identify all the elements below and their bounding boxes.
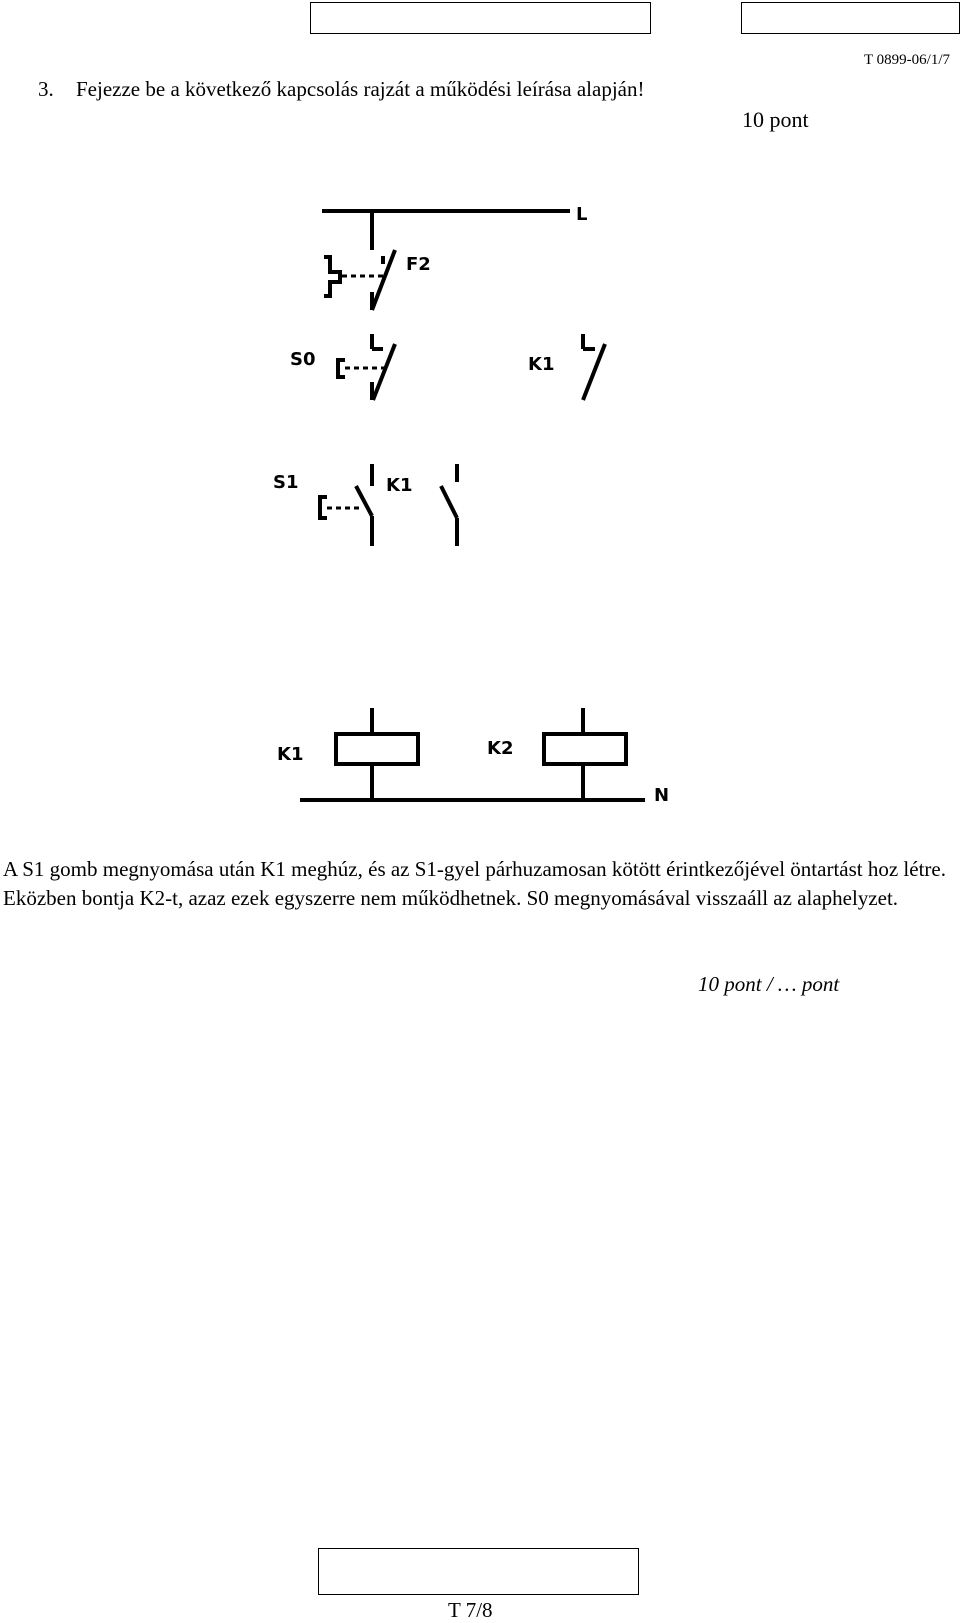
label-k1-nc: K1 bbox=[528, 354, 555, 375]
k2-coil bbox=[544, 708, 626, 800]
k1-coil bbox=[336, 708, 418, 800]
label-l: L bbox=[576, 204, 588, 225]
f2-contact bbox=[324, 250, 395, 310]
label-n: N bbox=[654, 785, 670, 806]
label-s1: S1 bbox=[273, 472, 299, 493]
label-f2: F2 bbox=[406, 254, 431, 275]
label-coil-k2: K2 bbox=[487, 738, 514, 759]
k1-nc-contact bbox=[583, 334, 605, 400]
question-points: 10 pont bbox=[742, 107, 809, 132]
k1-no-contact bbox=[441, 464, 457, 546]
page-score-box bbox=[318, 1548, 639, 1595]
label-coil-k1: K1 bbox=[277, 744, 304, 765]
question-number: 3. bbox=[38, 77, 54, 101]
s1-button bbox=[320, 464, 372, 546]
description: A S1 gomb megnyomása után K1 meghúz, és az S1-gyel párhuzamosan kötött érintkezőjével öntartást hoz létre. Eközben bontja K2-t, azaz ezek egyszerre nem működhetnek. S0 megnyomásával visszaáll az alaphelyzet. bbox=[3, 857, 946, 910]
page-number: T 7/8 bbox=[448, 1598, 493, 1622]
page-code: T 0899-06/1/7 bbox=[864, 52, 950, 68]
question-text: Fejezze be a következő kapcsolás rajzát a működési leírása alapján! bbox=[76, 77, 645, 101]
s0-button bbox=[338, 334, 395, 400]
label-s0: S0 bbox=[290, 349, 316, 370]
score-line: 10 pont / … pont bbox=[698, 972, 840, 996]
label-k1-no: K1 bbox=[386, 475, 413, 496]
